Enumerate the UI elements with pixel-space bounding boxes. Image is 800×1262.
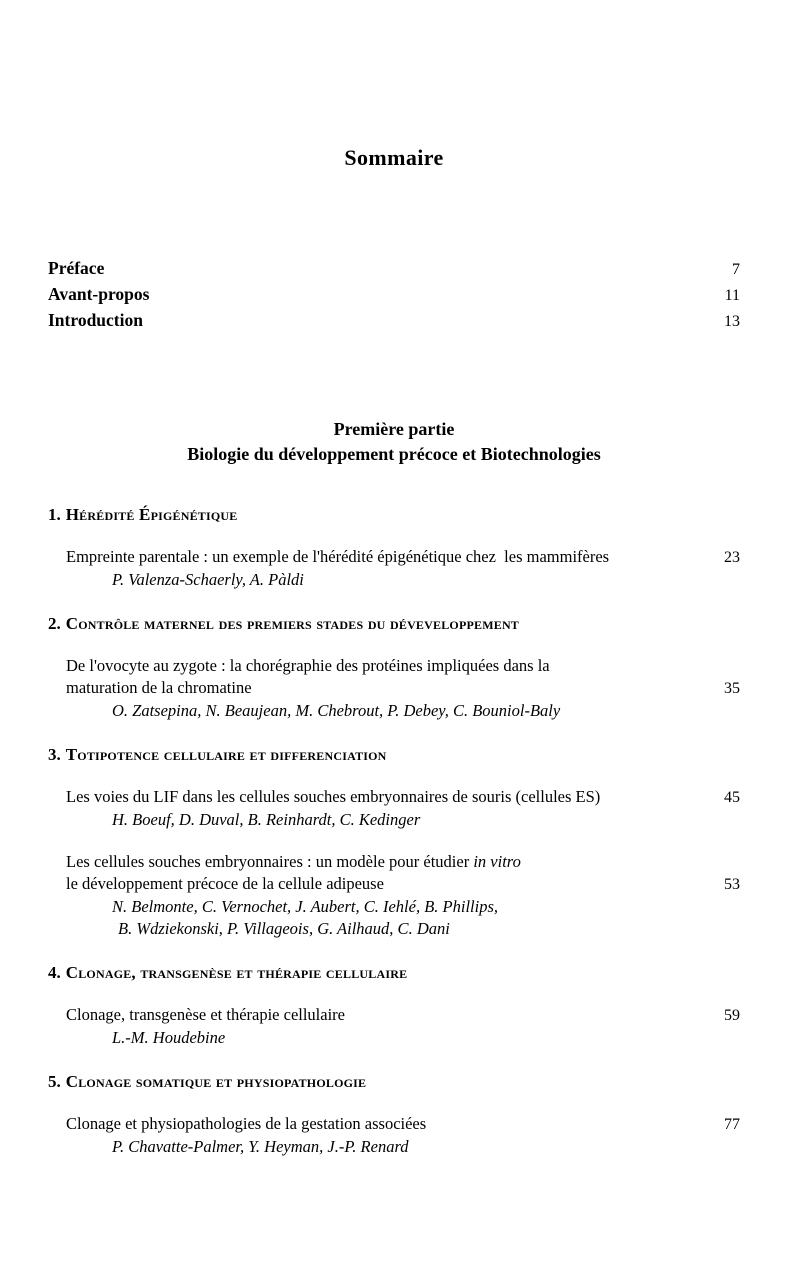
section-heading	[48, 744, 740, 766]
title-segment: Les voies du LIF dans les cellules souches embryonnaires de souris (cellules ES)	[66, 787, 601, 806]
entry-title-line	[66, 1113, 740, 1136]
front-matter-item	[48, 282, 740, 308]
title-segment: Les cellules souches embryonnaires : un modèle pour étudier	[66, 852, 474, 871]
entry-title-line	[66, 1004, 740, 1027]
toc-section	[48, 962, 740, 1049]
entry-page-number: 59	[724, 1007, 740, 1024]
title-segment: Empreinte parentale : un exemple de l'hérédité épigénétique chez les mammifères	[66, 547, 610, 566]
toc-entry	[66, 1004, 740, 1049]
section-number: 1.	[48, 505, 61, 524]
front-matter-page-number: 11	[724, 287, 740, 304]
sections-container	[48, 504, 740, 1158]
toc-entry	[66, 786, 740, 831]
entry-authors: H. Boeuf, D. Duval, B. Reinhardt, C. Kedinger	[112, 810, 421, 829]
front-matter-label: Préface	[48, 258, 105, 278]
section-heading	[48, 1071, 740, 1093]
entry-title-text	[66, 677, 252, 699]
entry-authors: P. Valenza-Schaerly, A. Pàldi	[112, 570, 304, 589]
entry-title-text	[66, 655, 550, 677]
toc-section	[48, 613, 740, 722]
entry-title-line	[66, 677, 740, 700]
entry-title-text	[66, 546, 609, 568]
section-title: Contrôle maternel des premiers stades du déveveloppement	[65, 614, 520, 633]
section-title: Totipotence cellulaire et differenciation	[65, 745, 387, 764]
toc-section	[48, 744, 740, 940]
entry-title-line	[66, 546, 740, 569]
title-segment: De l'ovocyte au zygote : la chorégraphie des protéines impliquées dans la	[66, 656, 550, 675]
section-heading	[48, 504, 740, 526]
entry-page-number: 23	[724, 549, 740, 566]
toc-entry	[66, 1113, 740, 1158]
title-segment: in vitro	[473, 852, 521, 871]
front-matter-label: Avant-propos	[48, 284, 150, 304]
front-matter-page-number: 13	[724, 313, 740, 330]
part-label: Première partie	[333, 419, 455, 439]
page-title: Sommaire	[344, 145, 444, 170]
entry-authors: L.-M. Houdebine	[112, 1028, 226, 1047]
entry-title-line	[66, 851, 740, 873]
front-matter-list	[48, 256, 740, 334]
entry-authors: O. Zatsepina, N. Beaujean, M. Chebrout, P. Debey, C. Bouniol-Baly	[112, 701, 561, 720]
part-heading	[48, 417, 740, 467]
entry-title-line	[66, 786, 740, 809]
title-segment: Clonage et physiopathologies de la gestation associées	[66, 1114, 427, 1133]
section-title: Hérédité Épigénétique	[65, 505, 238, 524]
entry-title-text	[66, 1113, 426, 1135]
entry-title-line	[66, 873, 740, 896]
part-title: Biologie du développement précoce et Biotechnologies	[187, 444, 601, 464]
entry-authors: B. Wdziekonski, P. Villageois, G. Ailhaud, C. Dani	[118, 919, 450, 938]
front-matter-page-number: 7	[732, 261, 740, 278]
toc-section	[48, 504, 740, 591]
entry-page-number: 53	[724, 876, 740, 893]
section-number: 2.	[48, 614, 61, 633]
title-segment: le développement précoce de la cellule adipeuse	[66, 874, 384, 893]
section-number: 4.	[48, 963, 61, 982]
entry-title-text	[66, 851, 521, 873]
front-matter-label: Introduction	[48, 310, 143, 330]
section-number: 5.	[48, 1072, 61, 1091]
entry-title-text	[66, 873, 384, 895]
toc-entry	[66, 546, 740, 591]
entry-authors: P. Chavatte-Palmer, Y. Heyman, J.-P. Renard	[112, 1137, 409, 1156]
front-matter-item	[48, 256, 740, 282]
entry-page-number: 35	[724, 680, 740, 697]
entry-title-text	[66, 1004, 345, 1026]
toc-entry	[66, 851, 740, 940]
entry-title-line	[66, 655, 740, 677]
title-segment: Clonage, transgenèse et thérapie cellulaire	[66, 1005, 345, 1024]
section-title: Clonage, transgenèse et thérapie cellulaire	[65, 963, 408, 982]
entry-page-number: 77	[724, 1116, 740, 1133]
entry-title-text	[66, 786, 600, 808]
entry-page-number: 45	[724, 789, 740, 806]
toc-entry	[66, 655, 740, 722]
title-segment: maturation de la chromatine	[66, 678, 252, 697]
section-heading	[48, 613, 740, 635]
front-matter-item	[48, 308, 740, 334]
entry-authors: N. Belmonte, C. Vernochet, J. Aubert, C. Iehlé, B. Phillips,	[112, 897, 499, 916]
section-title: Clonage somatique et physiopathologie	[65, 1072, 367, 1091]
section-heading	[48, 962, 740, 984]
toc-section	[48, 1071, 740, 1158]
section-number: 3.	[48, 745, 61, 764]
